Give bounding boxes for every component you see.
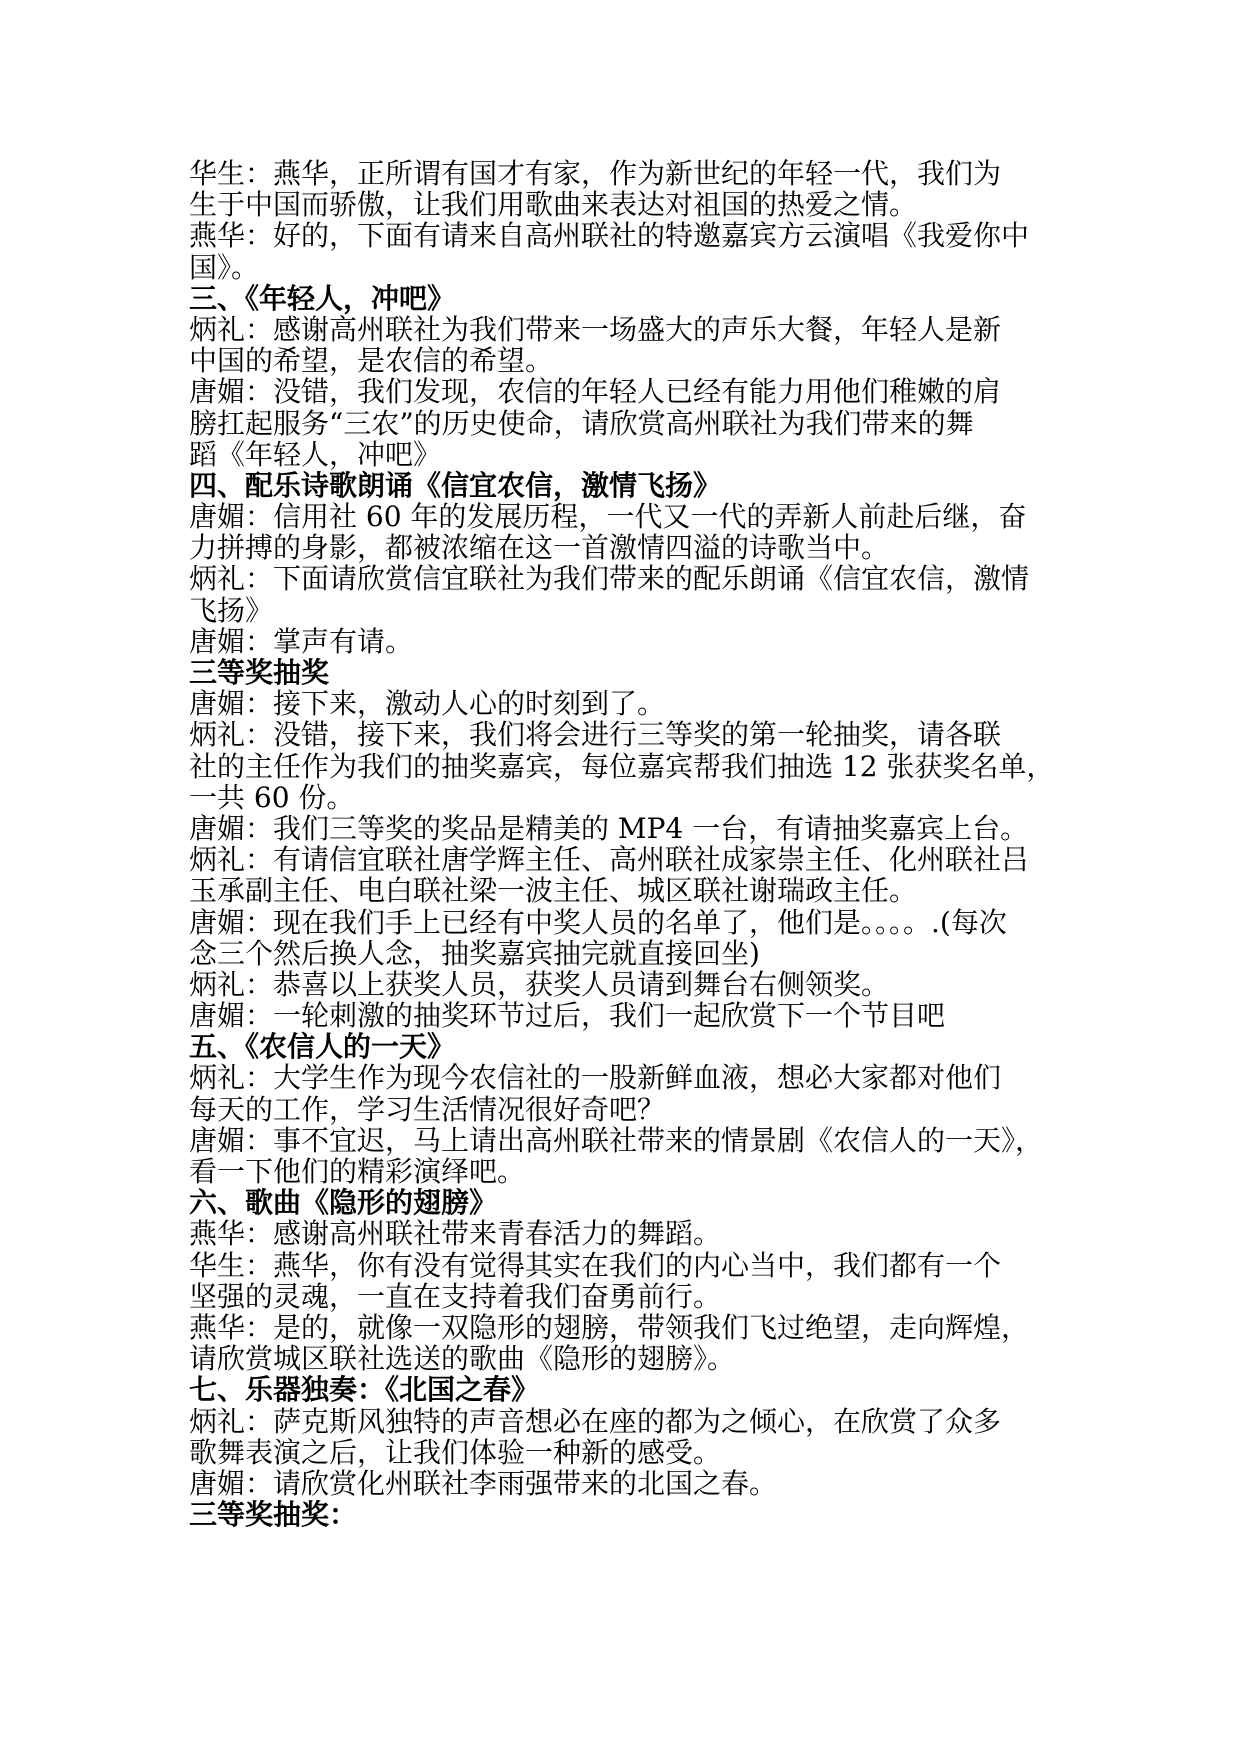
document-page: [189, 158, 1069, 1530]
script-line: 力拼搏的身影，都被浓缩在这一首激情四溢的诗歌当中。: [189, 531, 890, 565]
script-line: 炳礼：有请信宜联社唐学辉主任、高州联社成家崇主任、化州联社吕: [189, 843, 1030, 877]
script-line: 唐媚：一轮刺激的抽奖环节过后，我们一起欣赏下一个节目吧: [189, 999, 946, 1033]
section-heading: 七、乐器独奏：《北国之春》: [189, 1373, 540, 1407]
section-heading: 三等奖抽奖: [189, 656, 330, 689]
script-line: 炳礼：感谢高州联社为我们带来一场盛大的声乐大餐，年轻人是新: [189, 312, 1002, 346]
script-line: 歌舞表演之后，让我们体验一种新的感受。: [189, 1435, 722, 1469]
script-line: 唐媚：现在我们手上已经有中奖人员的名单了，他们是。。。。.(每次: [189, 905, 1007, 939]
script-line: 唐媚：我们三等奖的奖品是精美的 MP4 一台，有请抽奖嘉宾上台。: [189, 811, 1029, 845]
section-heading: 四、配乐诗歌朗诵《信宜农信，激情飞扬》: [189, 468, 722, 502]
script-line: 唐媚：接下来，激动人心的时刻到了。: [189, 687, 666, 721]
script-line: 炳礼：萨克斯风独特的声音想必在座的都为之倾心，在欣赏了众多: [189, 1404, 1002, 1438]
script-line: 华生：燕华，你有没有觉得其实在我们的内心当中，我们都有一个: [189, 1248, 1002, 1282]
document-body: [189, 158, 1069, 1530]
script-line: 炳礼：下面请欣赏信宜联社为我们带来的配乐朗诵《信宜农信，激情: [189, 562, 1030, 596]
script-line: 请欣赏城区联社选送的歌曲《隐形的翅膀》。: [189, 1342, 736, 1376]
script-line: 燕华：是的，就像一双隐形的翅膀，带领我们飞过绝望，走向辉煌，: [189, 1310, 1030, 1344]
script-line: 膀扛起服务“三农”的历史使命，请欣赏高州联社为我们带来的舞: [189, 406, 974, 440]
script-line: 看一下他们的精彩演绎吧。: [189, 1155, 526, 1188]
script-line: 生于中国而骄傲，让我们用歌曲来表达对祖国的热爱之情。: [189, 188, 918, 222]
script-line: 炳礼：恭喜以上获奖人员，获奖人员请到舞台右侧领奖。: [189, 967, 890, 1001]
script-line: 唐媚：没错，我们发现，农信的年轻人已经有能力用他们稚嫩的肩: [189, 375, 1002, 409]
script-line: 飞扬》: [189, 593, 274, 627]
script-line: 唐媚：请欣赏化州联社李雨强带来的北国之春。: [189, 1466, 778, 1500]
script-line: 蹈《年轻人，冲吧》: [189, 437, 442, 471]
script-line: 坚强的灵魂，一直在支持着我们奋勇前行。: [189, 1279, 722, 1313]
script-line: 唐媚：事不宜迟，马上请出高州联社带来的情景剧《农信人的一天》，: [189, 1123, 1044, 1157]
script-line: 炳礼：没错，接下来，我们将会进行三等奖的第一轮抽奖，请各联: [189, 718, 1002, 752]
script-line: 炳礼：大学生作为现今农信社的一股新鲜血液，想必大家都对他们: [189, 1061, 1002, 1095]
script-line: 一共 60 份。: [189, 780, 355, 814]
script-line: 念三个然后换人念，抽奖嘉宾抽完就直接回坐): [189, 936, 760, 970]
script-line: 国》。: [189, 250, 260, 284]
script-line: 社的主任作为我们的抽奖嘉宾，每位嘉宾帮我们抽选 12 张获奖名单，: [189, 749, 1055, 783]
script-line: 华生：燕华，正所谓有国才有家，作为新世纪的年轻一代，我们为: [189, 157, 1002, 190]
script-line: 燕华：感谢高州联社带来青春活力的舞蹈。: [189, 1217, 722, 1251]
section-heading: 六、歌曲《隐形的翅膀》: [189, 1186, 498, 1220]
section-heading: 三、《年轻人，冲吧》: [189, 281, 456, 315]
script-line: 燕华：好的，下面有请来自高州联社的特邀嘉宾方云演唱《我爱你中: [189, 219, 1030, 253]
script-line: 唐媚：掌声有请。: [189, 624, 414, 658]
script-line: 中国的希望，是农信的希望。: [189, 344, 554, 378]
section-heading: 五、《农信人的一天》: [189, 1030, 456, 1064]
script-line: 每天的工作，学习生活情况很好奇吧？: [189, 1092, 666, 1126]
script-line: 唐媚：信用社 60 年的发展历程，一代又一代的弄新人前赴后继，奋: [189, 500, 1027, 534]
section-heading: 三等奖抽奖：: [189, 1498, 358, 1532]
script-line: 玉承副主任、电白联社梁一波主任、城区联社谢瑞政主任。: [189, 874, 918, 908]
